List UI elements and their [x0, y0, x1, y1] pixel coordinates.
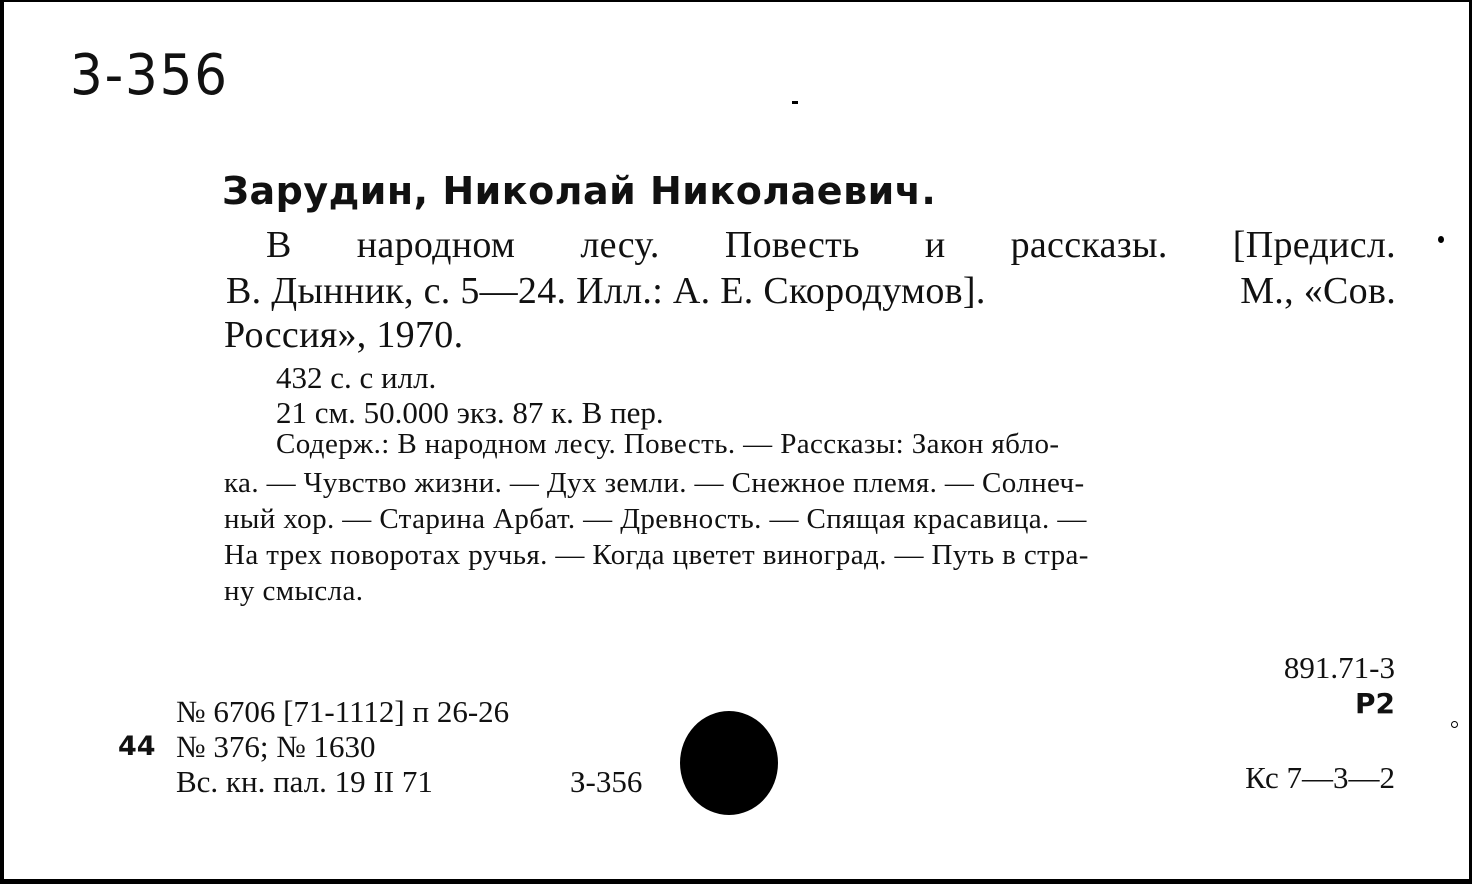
title-word: рассказы. [1010, 224, 1168, 266]
speck-mark [1451, 721, 1458, 728]
format-line: 21 см. 50.000 экз. 87 к. В пер. [276, 395, 664, 430]
title-word: Повесть [724, 224, 860, 266]
title-line-1 [266, 226, 1396, 264]
speck-mark [1438, 236, 1444, 243]
speck-mark [792, 101, 798, 104]
punch-hole [680, 711, 778, 815]
classification-index: 891.71-3 [1283, 650, 1395, 685]
title-word: лесу. [580, 224, 660, 266]
title-word: В [266, 224, 292, 266]
author-heading: Зарудин, Николай Николаевич. [222, 169, 937, 213]
pages-line: 432 с. с илл. [276, 360, 437, 395]
title-word: народном [356, 224, 516, 266]
author-mark: Р2 [1354, 687, 1395, 720]
contents-line-5: ну смысла. [224, 575, 364, 607]
record-reference-line: № 376; № 1630 [176, 729, 376, 764]
contents-line-4: На трех поворотах ручья. — Когда цветет виноград. — Путь в стра- [224, 539, 1089, 571]
title-line-2 [226, 272, 1396, 310]
contents-line-2: ка. — Чувство жизни. — Дух земли. — Снежное племя. — Солнеч- [224, 467, 1085, 499]
contents-line-1 [276, 430, 1398, 459]
title-word: [Предисл. [1232, 224, 1396, 266]
title-word: и [924, 224, 946, 266]
contents-line-3: ный хор. — Старина Арбат. — Древность. — Спящая красавица. — [224, 503, 1087, 535]
contents-text: Содерж.: В народном лесу. Повесть. — Рассказы: Закон ябло- [276, 428, 1060, 460]
title-segment: В. Дынник, с. 5—24. Илл.: А. Е. Скородумов]. [226, 270, 986, 312]
title-segment: М., «Сов. [1240, 270, 1396, 312]
record-number-line: № 6706 [71-1112] п 26-26 [176, 694, 510, 729]
card-series: Кс 7—3—2 [1245, 760, 1395, 795]
chamber-date-line: Вс. кн. пал. 19 II 71 [176, 764, 433, 799]
handwritten-call-number: 3-356 [70, 43, 229, 108]
title-line-3: Россия», 1970. [224, 314, 464, 356]
prefix-number: 44 [118, 731, 156, 762]
card-code: З-356 [570, 764, 643, 799]
